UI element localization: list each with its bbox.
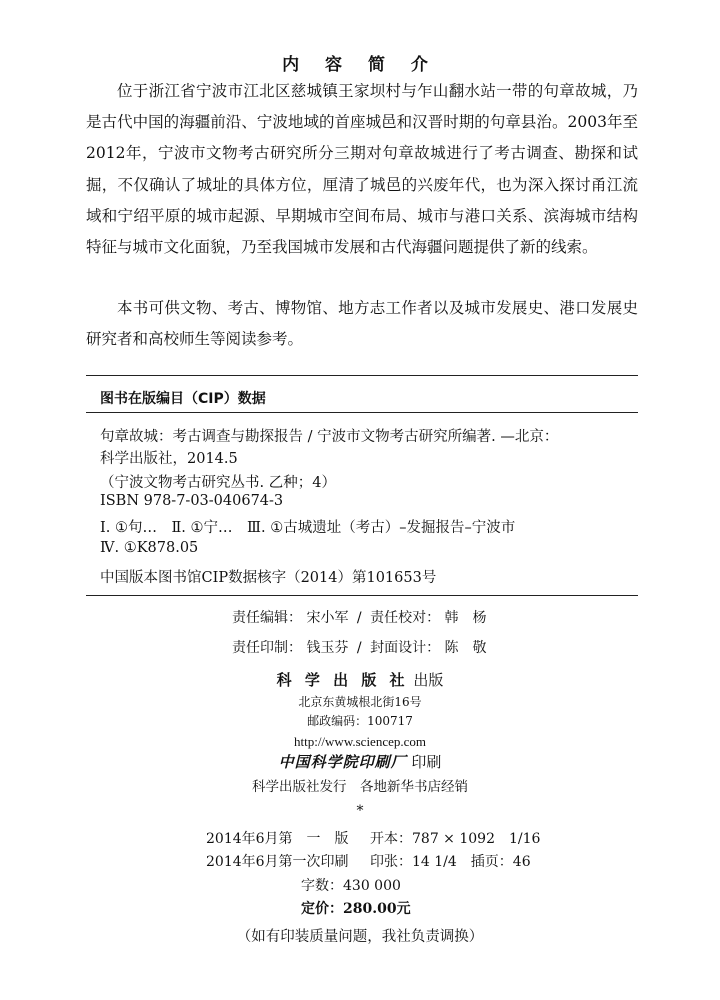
- publisher-url: http://www.sciencep.com: [293, 734, 426, 749]
- printer-line: [0, 751, 720, 772]
- publisher-name: 科 学 出 版 社: [276, 671, 409, 689]
- print-name: 钱玉芬: [306, 640, 349, 656]
- sheets: 印张：14 1/4 插页：46: [370, 854, 531, 870]
- credits-line: 责任印制： 钱玉芬 / 封面设计： 陈 敬: [232, 640, 487, 656]
- quality-note: （如有印装质量问题，我社负责调换）: [236, 929, 484, 945]
- price-value: 280.00元: [343, 901, 411, 917]
- intro-paragraph: 位于浙江省宁波市江北区慈城镇王家坝村与乍山翻水站一带的句章故城，乃是古代中国的海疆前沿、宁波地域的首座城邑和汉晋时期的句章县治。2003年至2012年，宁波市文物考古研究所分三期对句章故城进行了考古调查、勘探和试掘，不仅确认了城址的具体方位，厘清了城邑的兴废年代，也为深入探讨甬江流域和宁绍平原的城市起源、早期城市空间布局、城市与港口关系、滨海城市结构特征与城市文化面貌，乃至我国城市发展和古代海疆问题提供了新的线索。: [86, 82, 638, 257]
- divider: [86, 412, 638, 413]
- price-line: [301, 898, 411, 918]
- edition-row: [206, 851, 531, 871]
- page-title: 内 容 简 介: [282, 55, 438, 75]
- distribution: 科学出版社发行 各地新华书店经销: [252, 779, 468, 795]
- cip-line: Ⅰ. ①句… Ⅱ. ①宁… Ⅲ. ①古城遗址（考古）–发掘报告–宁波市: [100, 520, 516, 536]
- word-count: 字数：430 000: [301, 878, 401, 894]
- cip-line: 科学出版社，2014.5: [100, 451, 238, 467]
- divider: [86, 595, 638, 596]
- cip-line: （宁波文物考古研究丛书. 乙种；4）: [100, 475, 336, 491]
- asterisk: *: [356, 803, 364, 819]
- publisher-address: 北京东黄城根北街16号: [298, 695, 422, 709]
- cip-number: 中国版本图书馆CIP数据核字（2014）第101653号: [100, 570, 437, 586]
- cover-name: 陈 敬: [444, 640, 487, 656]
- format: 开本：787 × 1092 1/16: [370, 831, 541, 847]
- publisher-line: [0, 669, 720, 690]
- publisher-postcode: 邮政编码：100717: [307, 714, 413, 728]
- cover-label: 封面设计：: [370, 640, 441, 656]
- cip-heading: 图书在版编目（CIP）数据: [100, 391, 266, 407]
- credits-line: 责任编辑： 宋小军 / 责任校对： 韩 杨: [232, 610, 487, 626]
- publisher-suffix: 出版: [413, 671, 444, 689]
- editor-label: 责任编辑：: [232, 610, 302, 626]
- print-label: 责任印制：: [232, 640, 302, 656]
- cip-line: 句章故城：考古调查与勘探报告 / 宁波市文物考古研究所编著. —北京：: [100, 429, 559, 445]
- printer-suffix: 印刷: [411, 753, 442, 771]
- cip-line: Ⅳ. ①K878.05: [100, 540, 199, 556]
- intro-paragraph: 本书可供文物、考古、博物馆、地方志工作者以及城市发展史、港口发展史研究者和高校师生等阅读参考。: [86, 299, 638, 349]
- proofreader-label: 责任校对：: [370, 610, 441, 626]
- cip-line: ISBN 978-7-03-040674-3: [100, 493, 284, 509]
- price-label: 定价：: [301, 901, 343, 917]
- edition-date: 2014年6月第 一 版: [206, 831, 349, 847]
- printer-name: 中国科学院印刷厂: [278, 753, 407, 771]
- edition-row: [206, 828, 541, 848]
- editor-name: 宋小军: [306, 610, 349, 626]
- proofreader-name: 韩 杨: [444, 610, 487, 626]
- printing-date: 2014年6月第一次印刷: [206, 854, 349, 870]
- divider: [86, 375, 638, 376]
